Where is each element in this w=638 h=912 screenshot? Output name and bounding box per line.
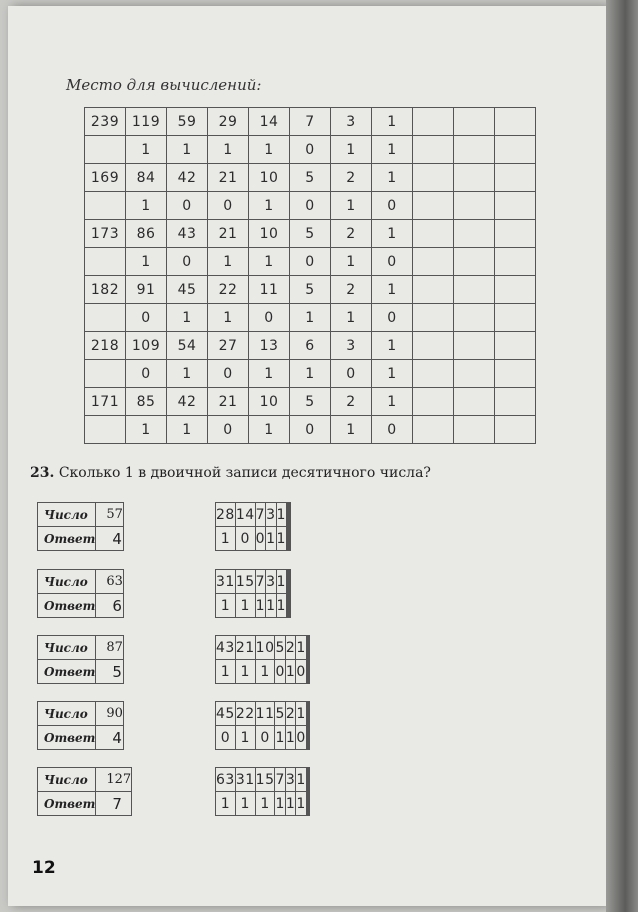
calc-cell: 1 bbox=[126, 192, 167, 220]
remainder-cell[interactable]: 0 bbox=[235, 527, 255, 551]
remainder-row bbox=[216, 792, 310, 816]
calc-cell bbox=[413, 304, 454, 332]
calc-cell: 1 bbox=[331, 304, 372, 332]
calc-cell: 1 bbox=[249, 136, 290, 164]
remainder-cell[interactable]: 1 bbox=[235, 660, 255, 684]
quotient-cell[interactable]: 15 bbox=[235, 570, 255, 594]
number-value: 127 bbox=[96, 768, 132, 792]
calc-cell bbox=[413, 360, 454, 388]
remainder-cell[interactable]: 0 bbox=[296, 726, 306, 750]
quotient-cell[interactable] bbox=[289, 570, 290, 594]
calc-cell bbox=[85, 416, 126, 444]
quotient-cell[interactable] bbox=[308, 636, 309, 660]
calc-cell: 1 bbox=[167, 360, 208, 388]
calc-cell: 5 bbox=[290, 164, 331, 192]
quotient-cell[interactable]: 14 bbox=[235, 503, 255, 527]
number-value: 87 bbox=[96, 636, 124, 660]
quotient-cell[interactable] bbox=[308, 768, 309, 792]
calc-cell bbox=[495, 388, 536, 416]
quotient-cell[interactable]: 31 bbox=[235, 768, 255, 792]
calc-cell: 1 bbox=[126, 136, 167, 164]
calc-cell: 14 bbox=[249, 108, 290, 136]
remainder-cell[interactable]: 1 bbox=[255, 792, 275, 816]
label-table bbox=[37, 767, 132, 816]
calc-cell: 0 bbox=[208, 360, 249, 388]
remainder-cell[interactable] bbox=[308, 726, 309, 750]
remainder-cell[interactable]: 1 bbox=[255, 660, 275, 684]
remainder-row bbox=[216, 594, 291, 618]
calc-cell: 0 bbox=[290, 416, 331, 444]
calc-cell: 1 bbox=[249, 192, 290, 220]
answer-label: Ответ bbox=[38, 660, 96, 684]
calc-cell: 1 bbox=[372, 108, 413, 136]
calc-cell bbox=[85, 360, 126, 388]
quotient-cell[interactable]: 11 bbox=[255, 702, 275, 726]
remainder-cell[interactable] bbox=[289, 527, 290, 551]
label-table bbox=[37, 635, 124, 684]
calc-cell bbox=[413, 416, 454, 444]
calc-cell: 42 bbox=[167, 388, 208, 416]
calc-cell: 0 bbox=[372, 192, 413, 220]
calc-cell: 85 bbox=[126, 388, 167, 416]
remainder-cell[interactable]: 1 bbox=[276, 594, 286, 618]
calc-cell: 1 bbox=[331, 416, 372, 444]
number-value: 90 bbox=[96, 702, 124, 726]
calc-cell bbox=[454, 220, 495, 248]
label-table bbox=[37, 502, 124, 551]
calc-cell: 239 bbox=[85, 108, 126, 136]
number-label: Число bbox=[38, 768, 96, 792]
calc-cell bbox=[454, 136, 495, 164]
division-table bbox=[215, 635, 310, 684]
calc-cell bbox=[454, 416, 495, 444]
remainder-cell[interactable]: 1 bbox=[235, 594, 255, 618]
remainder-cell[interactable]: 1 bbox=[276, 527, 286, 551]
quotient-cell[interactable]: 7 bbox=[255, 570, 265, 594]
calc-cell bbox=[454, 304, 495, 332]
remainder-cell[interactable]: 1 bbox=[285, 660, 295, 684]
calc-cell: 2 bbox=[331, 276, 372, 304]
quotient-cell[interactable] bbox=[308, 702, 309, 726]
calc-cell bbox=[495, 136, 536, 164]
calc-cell bbox=[413, 332, 454, 360]
calc-cell bbox=[454, 360, 495, 388]
calc-grid bbox=[84, 107, 536, 444]
remainder-cell[interactable]: 1 bbox=[266, 594, 276, 618]
remainder-cell[interactable]: 0 bbox=[255, 527, 265, 551]
calc-cell bbox=[413, 108, 454, 136]
number-label: Число bbox=[38, 702, 96, 726]
calc-row bbox=[85, 416, 536, 444]
calc-cell: 1 bbox=[167, 136, 208, 164]
calc-cell: 3 bbox=[331, 108, 372, 136]
calc-cell bbox=[85, 248, 126, 276]
calc-cell bbox=[495, 332, 536, 360]
remainder-cell[interactable]: 1 bbox=[235, 726, 255, 750]
calc-cell: 54 bbox=[167, 332, 208, 360]
remainder-row bbox=[216, 527, 291, 551]
answer-label: Ответ bbox=[38, 527, 96, 551]
calc-cell bbox=[413, 248, 454, 276]
quotient-cell[interactable] bbox=[289, 503, 290, 527]
calc-cell bbox=[413, 220, 454, 248]
calc-cell: 1 bbox=[167, 416, 208, 444]
remainder-cell[interactable]: 1 bbox=[285, 726, 295, 750]
calc-cell: 1 bbox=[249, 360, 290, 388]
calc-cell: 5 bbox=[290, 220, 331, 248]
calc-cell bbox=[495, 108, 536, 136]
remainder-cell[interactable]: 1 bbox=[216, 660, 236, 684]
label-table bbox=[37, 569, 124, 618]
calc-cell: 171 bbox=[85, 388, 126, 416]
calc-cell: 0 bbox=[290, 136, 331, 164]
calc-row bbox=[85, 164, 536, 192]
answer-label: Ответ bbox=[38, 594, 96, 618]
number-value: 57 bbox=[96, 503, 124, 527]
quotient-cell[interactable]: 21 bbox=[235, 636, 255, 660]
remainder-cell[interactable]: 1 bbox=[216, 792, 236, 816]
remainder-cell[interactable]: 1 bbox=[285, 792, 295, 816]
calc-cell: 13 bbox=[249, 332, 290, 360]
division-table bbox=[215, 701, 310, 750]
calc-cell: 169 bbox=[85, 164, 126, 192]
calc-cell: 218 bbox=[85, 332, 126, 360]
calc-row bbox=[85, 248, 536, 276]
calc-cell: 1 bbox=[372, 220, 413, 248]
calc-cell: 0 bbox=[372, 416, 413, 444]
calc-cell: 91 bbox=[126, 276, 167, 304]
division-table bbox=[215, 569, 291, 618]
calc-cell: 10 bbox=[249, 164, 290, 192]
number-label: Число bbox=[38, 503, 96, 527]
answer-label: Ответ bbox=[38, 726, 96, 750]
calc-cell bbox=[454, 192, 495, 220]
calc-cell bbox=[495, 360, 536, 388]
calc-cell bbox=[413, 388, 454, 416]
remainder-cell[interactable]: 0 bbox=[296, 660, 306, 684]
calc-cell: 1 bbox=[249, 248, 290, 276]
number-value: 63 bbox=[96, 570, 124, 594]
calc-cell: 1 bbox=[372, 276, 413, 304]
quotient-row bbox=[216, 636, 310, 660]
quotient-cell[interactable]: 15 bbox=[255, 768, 275, 792]
calc-cell: 5 bbox=[290, 388, 331, 416]
remainder-row bbox=[216, 726, 310, 750]
calc-cell: 0 bbox=[126, 304, 167, 332]
calc-cell: 173 bbox=[85, 220, 126, 248]
question-text: Сколько 1 в двоичной записи десятичного числа? bbox=[58, 465, 431, 481]
remainder-cell[interactable]: 1 bbox=[235, 792, 255, 816]
calc-cell: 1 bbox=[208, 248, 249, 276]
quotient-cell[interactable]: 7 bbox=[255, 503, 265, 527]
calc-cell: 1 bbox=[290, 304, 331, 332]
calc-row bbox=[85, 304, 536, 332]
calc-cell: 84 bbox=[126, 164, 167, 192]
calc-row bbox=[85, 360, 536, 388]
quotient-cell[interactable]: 3 bbox=[285, 768, 295, 792]
calc-cell: 1 bbox=[372, 136, 413, 164]
remainder-cell[interactable]: 0 bbox=[255, 726, 275, 750]
quotient-cell[interactable]: 28 bbox=[216, 503, 236, 527]
calc-cell: 0 bbox=[249, 304, 290, 332]
calc-cell: 0 bbox=[208, 192, 249, 220]
question-23 bbox=[30, 465, 431, 481]
calc-cell bbox=[495, 276, 536, 304]
calc-cell: 29 bbox=[208, 108, 249, 136]
calc-cell bbox=[85, 136, 126, 164]
calc-cell: 1 bbox=[372, 332, 413, 360]
calc-cell bbox=[454, 164, 495, 192]
number-label: Число bbox=[38, 636, 96, 660]
book-spine-shadow bbox=[606, 0, 638, 912]
calc-cell bbox=[495, 304, 536, 332]
calc-cell: 1 bbox=[249, 416, 290, 444]
calc-row bbox=[85, 276, 536, 304]
quotient-cell[interactable]: 1 bbox=[296, 636, 306, 660]
answer-value[interactable]: 7 bbox=[96, 792, 132, 816]
calc-cell: 11 bbox=[249, 276, 290, 304]
quotient-cell[interactable]: 1 bbox=[276, 570, 286, 594]
quotient-cell[interactable]: 1 bbox=[296, 768, 306, 792]
calc-cell bbox=[454, 248, 495, 276]
calc-cell: 1 bbox=[126, 248, 167, 276]
remainder-cell[interactable]: 1 bbox=[296, 792, 306, 816]
calc-cell: 0 bbox=[208, 416, 249, 444]
calc-cell: 0 bbox=[167, 192, 208, 220]
quotient-cell[interactable]: 10 bbox=[255, 636, 275, 660]
calc-row bbox=[85, 332, 536, 360]
calc-cell: 119 bbox=[126, 108, 167, 136]
quotient-row bbox=[216, 702, 310, 726]
calc-cell bbox=[495, 192, 536, 220]
calc-cell: 2 bbox=[331, 220, 372, 248]
calc-cell: 1 bbox=[372, 360, 413, 388]
quotient-cell[interactable]: 3 bbox=[266, 503, 276, 527]
calc-cell: 10 bbox=[249, 388, 290, 416]
quotient-cell[interactable]: 7 bbox=[275, 768, 285, 792]
answer-label: Ответ bbox=[38, 792, 96, 816]
quotient-cell[interactable]: 45 bbox=[216, 702, 236, 726]
remainder-cell[interactable]: 0 bbox=[216, 726, 236, 750]
calc-cell: 0 bbox=[372, 304, 413, 332]
remainder-cell[interactable]: 0 bbox=[275, 660, 285, 684]
calc-cell: 1 bbox=[208, 136, 249, 164]
remainder-cell[interactable]: 1 bbox=[216, 594, 236, 618]
calc-cell bbox=[413, 164, 454, 192]
quotient-cell[interactable]: 2 bbox=[285, 702, 295, 726]
calc-cell: 182 bbox=[85, 276, 126, 304]
calc-cell: 1 bbox=[372, 164, 413, 192]
quotient-cell[interactable]: 1 bbox=[296, 702, 306, 726]
calc-cell: 43 bbox=[167, 220, 208, 248]
answer-value[interactable]: 4 bbox=[96, 527, 124, 551]
remainder-cell[interactable] bbox=[289, 594, 290, 618]
calc-cell: 2 bbox=[331, 388, 372, 416]
calc-cell: 1 bbox=[290, 360, 331, 388]
calc-cell: 42 bbox=[167, 164, 208, 192]
calc-cell bbox=[413, 192, 454, 220]
remainder-cell[interactable] bbox=[308, 792, 309, 816]
quotient-row bbox=[216, 768, 310, 792]
number-label: Число bbox=[38, 570, 96, 594]
calc-cell bbox=[495, 164, 536, 192]
remainder-cell[interactable]: 1 bbox=[266, 527, 276, 551]
calc-cell: 1 bbox=[126, 416, 167, 444]
quotient-row bbox=[216, 503, 291, 527]
calc-cell: 10 bbox=[249, 220, 290, 248]
calc-cell: 0 bbox=[372, 248, 413, 276]
quotient-cell[interactable]: 1 bbox=[276, 503, 286, 527]
calc-cell: 1 bbox=[208, 304, 249, 332]
quotient-cell[interactable]: 63 bbox=[216, 768, 236, 792]
quotient-cell[interactable]: 31 bbox=[216, 570, 236, 594]
quotient-cell[interactable]: 43 bbox=[216, 636, 236, 660]
calc-cell: 0 bbox=[331, 360, 372, 388]
calc-cell: 1 bbox=[331, 136, 372, 164]
calc-cell: 59 bbox=[167, 108, 208, 136]
calc-cell: 0 bbox=[126, 360, 167, 388]
calc-cell: 1 bbox=[331, 192, 372, 220]
quotient-cell[interactable]: 2 bbox=[285, 636, 295, 660]
quotient-cell[interactable]: 3 bbox=[266, 570, 276, 594]
calc-row bbox=[85, 388, 536, 416]
remainder-cell[interactable]: 1 bbox=[275, 726, 285, 750]
calc-cell bbox=[495, 248, 536, 276]
calc-cell bbox=[454, 108, 495, 136]
answer-value[interactable]: 4 bbox=[96, 726, 124, 750]
calc-cell: 1 bbox=[167, 304, 208, 332]
quotient-cell[interactable]: 22 bbox=[235, 702, 255, 726]
calc-cell: 3 bbox=[331, 332, 372, 360]
quotient-cell[interactable]: 5 bbox=[275, 702, 285, 726]
calc-cell bbox=[413, 276, 454, 304]
calc-cell: 109 bbox=[126, 332, 167, 360]
calc-cell: 0 bbox=[290, 248, 331, 276]
answer-value[interactable]: 6 bbox=[96, 594, 124, 618]
calc-cell: 5 bbox=[290, 276, 331, 304]
label-table bbox=[37, 701, 124, 750]
quotient-cell[interactable]: 5 bbox=[275, 636, 285, 660]
remainder-row bbox=[216, 660, 310, 684]
calc-row bbox=[85, 192, 536, 220]
page-number: 12 bbox=[32, 858, 56, 878]
calc-cell bbox=[85, 192, 126, 220]
calc-cell: 1 bbox=[331, 248, 372, 276]
calc-cell bbox=[454, 276, 495, 304]
calc-row bbox=[85, 108, 536, 136]
remainder-cell[interactable] bbox=[308, 660, 309, 684]
calc-cell: 21 bbox=[208, 220, 249, 248]
quotient-row bbox=[216, 570, 291, 594]
calc-cell bbox=[454, 332, 495, 360]
calc-cell bbox=[454, 388, 495, 416]
division-table bbox=[215, 767, 310, 816]
calc-cell: 0 bbox=[290, 192, 331, 220]
calc-cell bbox=[85, 304, 126, 332]
calc-cell: 86 bbox=[126, 220, 167, 248]
division-table bbox=[215, 502, 291, 551]
question-number: 23. bbox=[30, 465, 55, 481]
calc-cell bbox=[495, 220, 536, 248]
calc-cell: 45 bbox=[167, 276, 208, 304]
remainder-cell[interactable]: 1 bbox=[275, 792, 285, 816]
calc-cell: 2 bbox=[331, 164, 372, 192]
calc-cell: 1 bbox=[372, 388, 413, 416]
remainder-cell[interactable]: 1 bbox=[216, 527, 236, 551]
calc-cell: 21 bbox=[208, 388, 249, 416]
calc-cell bbox=[413, 136, 454, 164]
calc-cell: 27 bbox=[208, 332, 249, 360]
calc-cell: 21 bbox=[208, 164, 249, 192]
calc-cell: 6 bbox=[290, 332, 331, 360]
calc-cell bbox=[495, 416, 536, 444]
calc-area-title: Место для вычислений: bbox=[66, 76, 262, 94]
answer-value[interactable]: 5 bbox=[96, 660, 124, 684]
remainder-cell[interactable]: 1 bbox=[255, 594, 265, 618]
calc-cell: 22 bbox=[208, 276, 249, 304]
calc-cell: 7 bbox=[290, 108, 331, 136]
calc-cell: 0 bbox=[167, 248, 208, 276]
calc-row bbox=[85, 136, 536, 164]
calc-row bbox=[85, 220, 536, 248]
